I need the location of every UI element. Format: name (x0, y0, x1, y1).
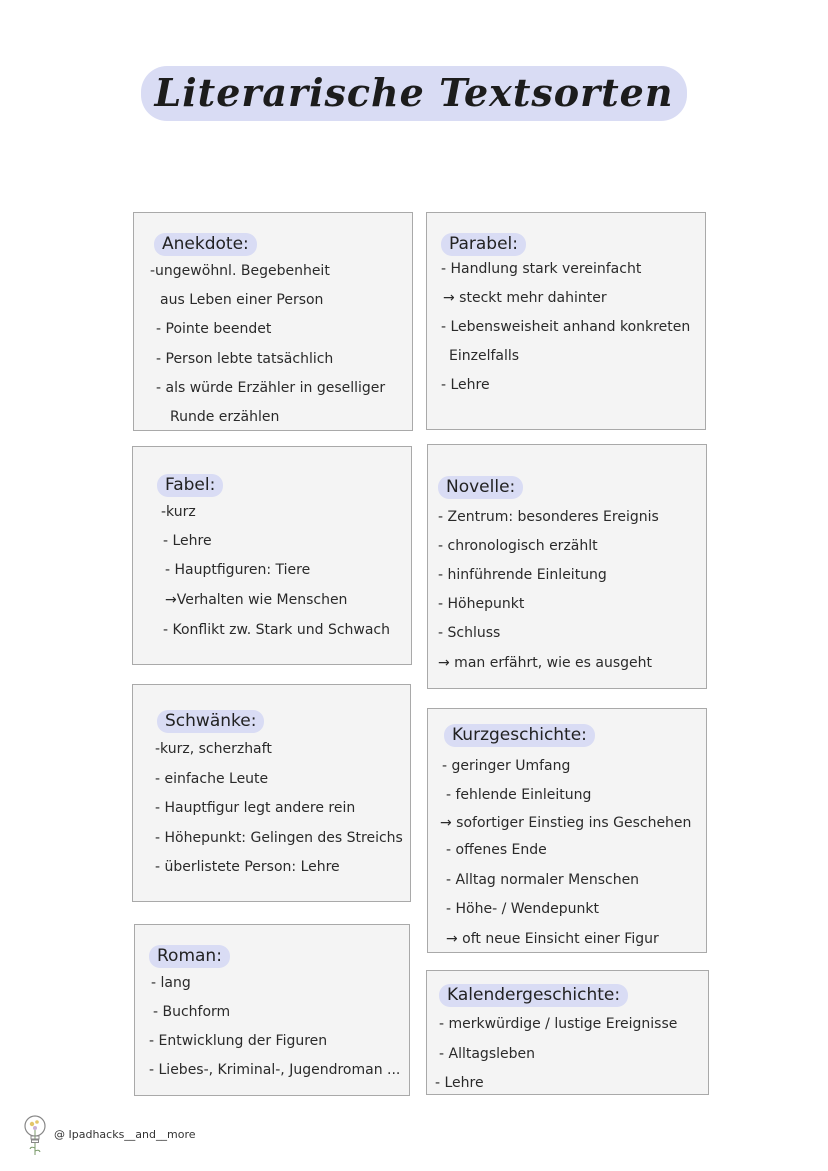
card-kurzgeschichte (427, 708, 707, 953)
card-line: →Verhalten wie Menschen (165, 592, 348, 608)
card-heading: Kalendergeschichte: (439, 984, 628, 1007)
card-roman (134, 924, 410, 1096)
card-line: - Alltag normaler Menschen (446, 872, 640, 888)
card-line: - Entwicklung der Figuren (149, 1033, 328, 1049)
card-line: - Lehre (441, 377, 490, 393)
card-parabel (426, 212, 706, 430)
card-heading: Novelle: (438, 476, 523, 499)
card-line: → sofortiger Einstieg ins Geschehen (440, 815, 692, 831)
card-line: - Hauptfigur legt andere rein (155, 800, 356, 816)
lightbulb-flower-icon (22, 1112, 48, 1156)
card-heading: Roman: (149, 945, 230, 968)
card-line: - Alltagsleben (439, 1046, 535, 1062)
card-fabel (132, 446, 412, 665)
page-title: Literarische Textsorten (141, 66, 688, 121)
card-line: - Hauptfiguren: Tiere (165, 562, 311, 578)
card-line: - als würde Erzähler in geselliger (156, 380, 386, 396)
card-line: - geringer Umfang (442, 758, 571, 774)
card-line: - Handlung stark vereinfacht (441, 261, 642, 277)
card-line: - Buchform (153, 1004, 231, 1020)
card-heading: Parabel: (441, 233, 526, 256)
card-line: - Konflikt zw. Stark und Schwach (163, 622, 391, 638)
card-line: - Lehre (163, 533, 212, 549)
card-line: → oft neue Einsicht einer Figur (446, 931, 659, 947)
card-line: - Person lebte tatsächlich (156, 351, 334, 367)
card-schwaenke (132, 684, 411, 902)
card-line: - hinführende Einleitung (438, 567, 607, 583)
card-line: Runde erzählen (170, 409, 280, 425)
card-heading: Anekdote: (154, 233, 257, 256)
card-anekdote (133, 212, 413, 431)
card-line: -kurz (161, 504, 196, 520)
card-line: - Höhepunkt (438, 596, 525, 612)
card-kalendergeschichte (426, 970, 709, 1095)
card-line: → steckt mehr dahinter (443, 290, 607, 306)
footer (22, 1110, 196, 1158)
card-line: - Pointe beendet (156, 321, 272, 337)
card-novelle (427, 444, 707, 689)
card-heading: Schwänke: (157, 710, 264, 733)
card-line: - lang (151, 975, 191, 991)
footer-handle: @ Ipadhacks__and__more (54, 1127, 196, 1141)
card-line: -ungewöhnl. Begebenheit (150, 263, 330, 279)
card-line: -kurz, scherzhaft (155, 741, 272, 757)
card-line: - Lehre (435, 1075, 484, 1091)
card-line: - Zentrum: besonderes Ereignis (438, 509, 659, 525)
card-heading: Fabel: (157, 474, 223, 497)
card-line: Einzelfalls (449, 348, 520, 364)
card-line: - fehlende Einleitung (446, 787, 592, 803)
card-line: - offenes Ende (446, 842, 547, 858)
card-line: → man erfährt, wie es ausgeht (438, 655, 652, 671)
card-line: - chronologisch erzählt (438, 538, 598, 554)
card-line: - Höhepunkt: Gelingen des Streichs (155, 830, 403, 846)
card-line: - Schluss (438, 625, 501, 641)
title-area (0, 66, 828, 121)
card-line: - merkwürdige / lustige Ereignisse (439, 1016, 678, 1032)
card-line: - Höhe- / Wendepunkt (446, 901, 599, 917)
card-line: - Lebensweisheit anhand konkreten (441, 319, 691, 335)
card-line: - überlistete Person: Lehre (155, 859, 340, 875)
card-line: - einfache Leute (155, 771, 269, 787)
card-line: aus Leben einer Person (160, 292, 324, 308)
card-line: - Liebes-, Kriminal-, Jugendroman ... (149, 1062, 401, 1078)
card-heading: Kurzgeschichte: (444, 724, 595, 747)
